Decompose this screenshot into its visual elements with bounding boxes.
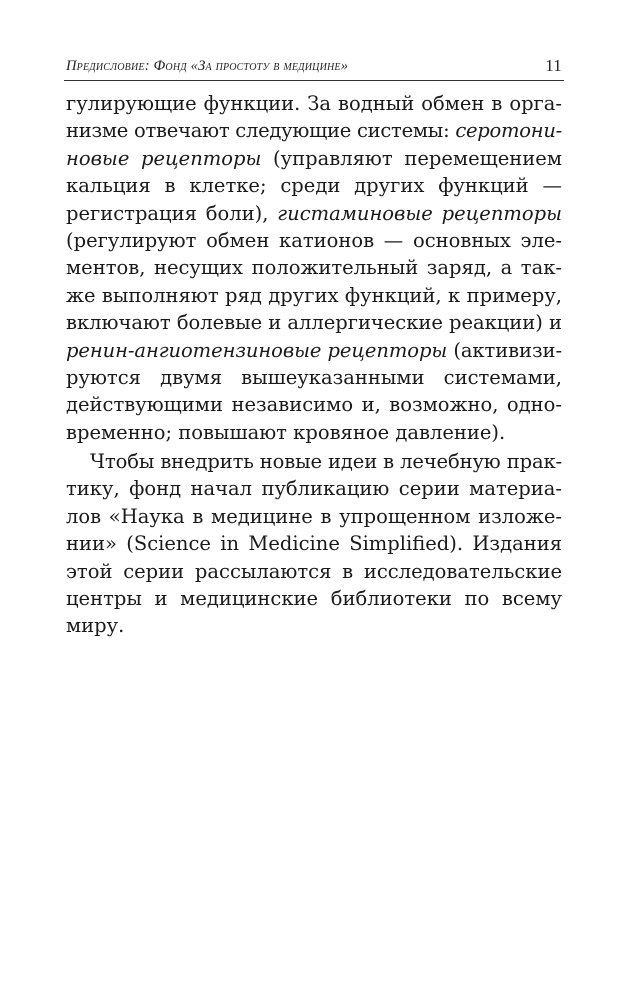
text-line: нии» (Science in Medicine Simplified). Издания — [66, 532, 562, 556]
running-head — [66, 56, 562, 78]
text-line: руются двумя вышеуказанными системами, — [66, 365, 562, 389]
text-line: ренин-ангиотензиновые рецепторы (активизи- — [66, 338, 562, 362]
paragraph-2 — [66, 448, 562, 640]
italic-term: серотони- — [455, 119, 562, 143]
text-line: миру. — [66, 614, 125, 638]
text-line: временно; повышают кровяное давление). — [66, 420, 506, 444]
text-line: ментов, несущих положительный заряд, а так- — [66, 256, 562, 280]
body-text — [66, 90, 562, 640]
text-line: низме отвечают следующие системы: серотони- — [66, 119, 562, 143]
paragraph-1 — [66, 90, 562, 446]
text-line: включают болевые и аллергические реакции) и — [66, 311, 562, 335]
text-line: центры и медицинские библиотеки по всему — [66, 587, 562, 611]
header-rule — [64, 80, 564, 81]
italic-term: ренин-ангиотензиновые рецепторы — [66, 338, 448, 362]
text-line: этой серии рассылаются в исследовательские — [66, 559, 562, 583]
text-line: же выполняют ряд других функций, к примеру, — [66, 283, 562, 307]
text-line: Чтобы внедрить новые идеи в лечебную прак- — [90, 450, 562, 474]
text-line: регистрация боли), гистаминовые рецепторы — [66, 201, 562, 225]
page-number: 11 — [545, 56, 562, 75]
italic-term: гистаминовые рецепторы — [277, 201, 562, 225]
text-line: новые рецепторы (управляют перемещением — [66, 146, 562, 170]
text-line: лов «Наука в медицине в упрощенном изложе- — [66, 504, 562, 528]
text-line: тику, фонд начал публикацию серии материа- — [66, 477, 562, 501]
italic-term: новые рецепторы — [66, 146, 262, 170]
text-line: кальция в клетке; среди других функций — — [66, 174, 562, 198]
running-head-title: Предисловие: Фонд «За простоту в медицине» — [66, 58, 349, 74]
text-line: (регулируют обмен катионов — основных эле- — [66, 228, 562, 252]
text-line: гулирующие функции. За водный обмен в орга- — [66, 92, 562, 115]
text-line: действующими независимо и, возможно, одно- — [66, 393, 562, 417]
